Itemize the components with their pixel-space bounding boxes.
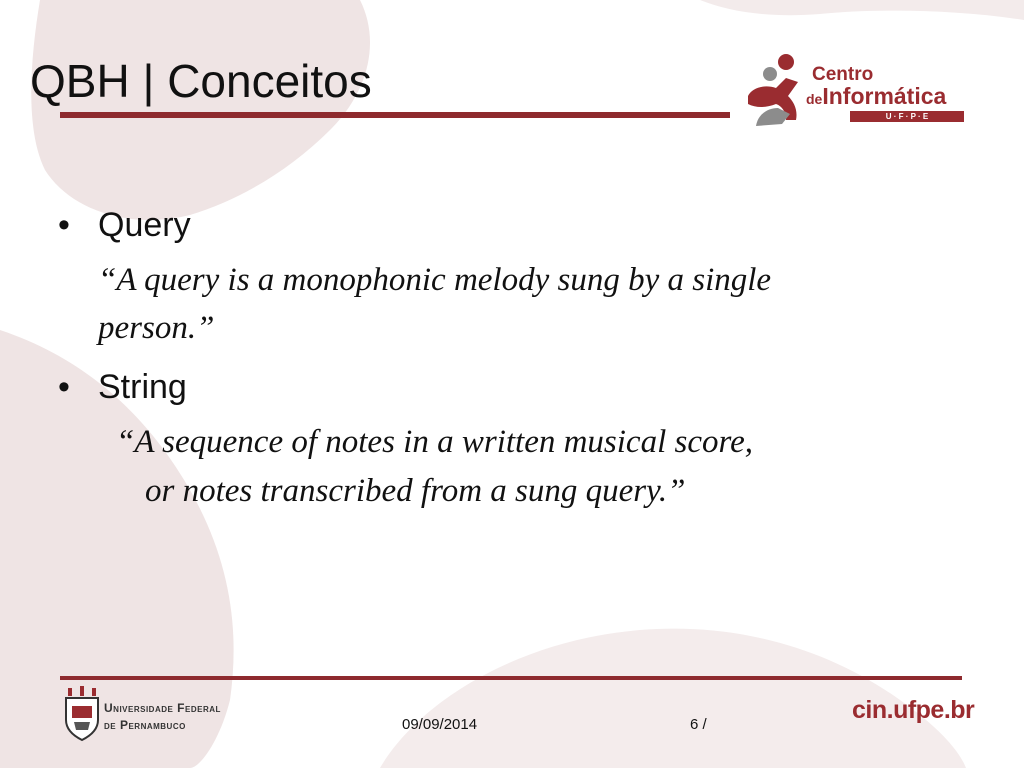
cin-logo-line2 — [806, 83, 946, 110]
background-shape-right — [700, 0, 1024, 20]
footer-rule — [60, 676, 962, 680]
footer-page-number: 6 / — [690, 716, 707, 733]
footer-url: cin.ufpe.br — [852, 696, 975, 724]
cin-logo — [742, 48, 967, 128]
ufpe-name-line2: de Pernambuco — [104, 718, 186, 732]
cin-logo-de: de — [806, 91, 823, 107]
slide-title: QBH | Conceitos — [30, 55, 372, 107]
query-quote-line2: person.” — [98, 310, 215, 346]
title-underline — [60, 112, 730, 118]
ufpe-logo — [60, 686, 260, 746]
bullet-dot: • — [58, 368, 70, 406]
string-quote-line2: or notes transcribed from a sung query.” — [145, 473, 686, 509]
bullet-label: String — [98, 368, 187, 406]
background-shape-top — [31, 0, 370, 220]
cin-logo-ufpe-bar: U · F · P · E — [850, 111, 964, 122]
ufpe-name — [104, 700, 221, 734]
bullet-label: Query — [98, 206, 191, 244]
bullet-item-query — [58, 206, 191, 245]
cin-logo-informatica: Informática — [822, 83, 947, 109]
bullet-dot: • — [58, 206, 70, 244]
footer-date: 09/09/2014 — [402, 716, 478, 733]
bullet-item-string — [58, 368, 187, 407]
ufpe-crest-icon — [62, 686, 102, 742]
query-quote-line1: “A query is a monophonic melody sung by a single — [98, 262, 772, 298]
ufpe-name-line1: Universidade Federal — [104, 701, 221, 715]
string-quote-line1: “A sequence of notes in a written musical score, — [116, 424, 754, 460]
cin-logo-line1: Centro — [812, 64, 874, 85]
cin-logo-mark-icon — [742, 48, 812, 128]
